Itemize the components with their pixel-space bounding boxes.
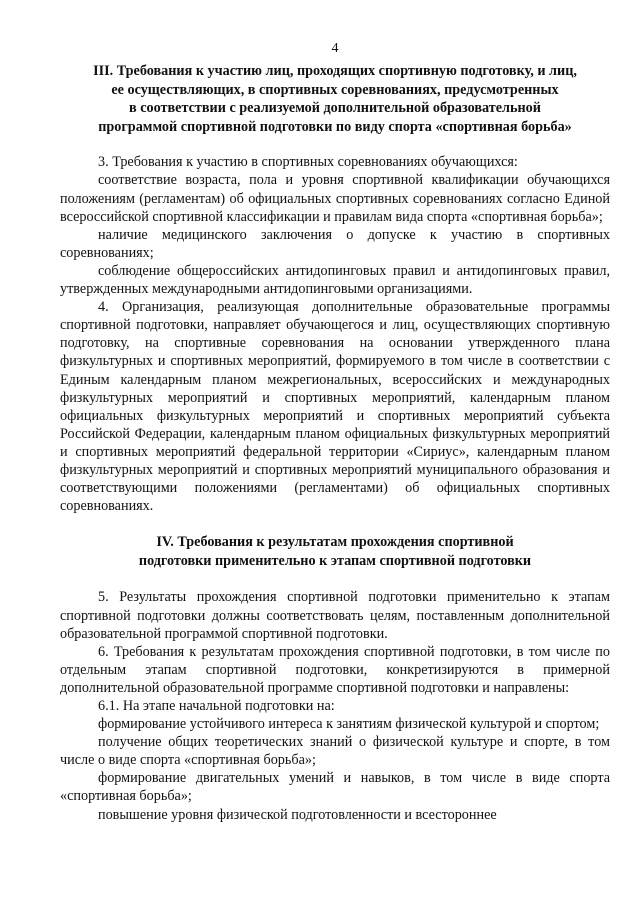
section-4-heading — [60, 533, 610, 570]
section-3-heading-line: в соответствии с реализуемой дополнительной образовательной — [129, 100, 541, 117]
paragraph-4-organization: 4. Организация, реализующая дополнительные образовательные программы спортивной подготовки, направляет обучающегося и лиц, осуществляющих спортивную подготовку, на спортивные соревнования на основании утвержденного плана физкультурных и спортивных мероприятий, формируемого в том числе в соответствии с Единым календарным планом межрегиональных, всероссийских и международных физкультурных мероприятий и спортивных мероприятий, календарным планом официальных физкультурных мероприятий и спортивных мероприятий субъекта Российской Федерации, календарным планом официальных физкультурных мероприятий и спортивных мероприятий федеральной территории «Сириус», календарным планом физкультурных мероприятий и спортивных мероприятий муниципального образования и соответствующими положениями (регламентами) об официальных спортивных соревнованиях. — [60, 299, 610, 515]
paragraph-age-qualification: соответствие возраста, пола и уровня спортивной квалификации обучающихся положениям (регламентам) об официальных спортивных соревнованиях согласно Единой всероссийской спортивной классификации и правилам вида спорта «спортивная борьба»; — [60, 172, 610, 225]
section-4-body — [60, 588, 610, 823]
paragraph-antidoping: соблюдение общероссийских антидопинговых правил и антидопинговых правил, утвержденных международными антидопинговыми организациями. — [60, 262, 610, 298]
paragraph-theoretical-knowledge: получение общих теоретических знаний о физической культуре и спорте, в том числе о виде спорта «спортивная борьба»; — [60, 734, 610, 769]
section-3-heading — [60, 62, 610, 136]
paragraph-5-results: 5. Результаты прохождения спортивной подготовки применительно к этапам спортивной подготовки должны соответствовать целям, поставленным дополнительной образовательной программой спортивной подготовки. — [60, 589, 610, 642]
document-page — [60, 40, 610, 824]
paragraph-physical-fitness: повышение уровня физической подготовленности и всестороннее — [98, 806, 497, 823]
page-number: 4 — [331, 41, 339, 56]
paragraph-3-intro: 3. Требования к участию в спортивных соревнованиях обучающихся: — [98, 154, 518, 171]
paragraph-interest-formation: формирование устойчивого интереса к занятиям физической культурой и спортом; — [98, 716, 600, 733]
section-4-heading-line: подготовки применительно к этапам спортивной подготовки — [138, 552, 532, 569]
section-4-heading-line: IV. Требования к результатам прохождения спортивной — [156, 534, 514, 551]
paragraph-6-1-initial-stage: 6.1. На этапе начальной подготовки на: — [98, 698, 335, 714]
section-3-heading-line: III. Требования к участию лиц, проходящих спортивную подготовку, и лиц, — [93, 63, 577, 79]
section-3-body — [60, 153, 610, 515]
section-3-heading-line: ее осуществляющих, в спортивных соревнованиях, предусмотренных — [111, 81, 559, 98]
section-3-heading-line: программой спортивной подготовки по виду спорта «спортивная борьба» — [98, 118, 572, 135]
paragraph-motor-skills: формирование двигательных умений и навыков, в том числе в виде спорта «спортивная борьба»; — [60, 770, 610, 805]
paragraph-6-requirements: 6. Требования к результатам прохождения спортивной подготовки, в том числе по отдельным этапам спортивной подготовки, конкретизируются в примерной дополнительной образовательной программе спортивной подготовки и направлены: — [60, 643, 610, 696]
paragraph-medical-certificate: наличие медицинского заключения о допуске к участию в спортивных соревнованиях; — [60, 226, 610, 261]
